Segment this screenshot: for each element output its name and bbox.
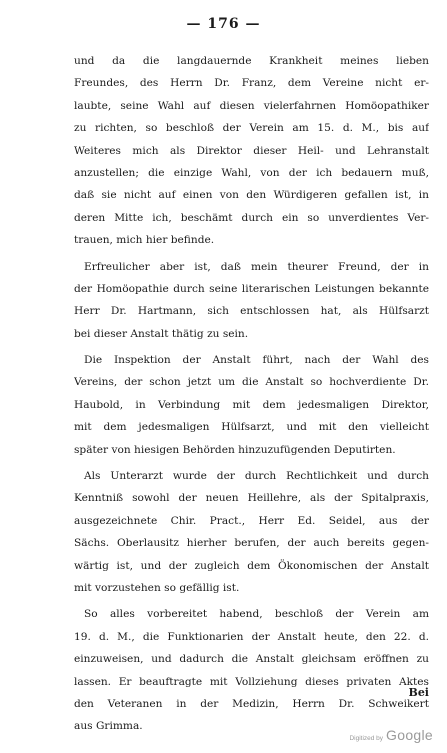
google-logo: Google [386, 727, 433, 743]
catchword: Bei [408, 686, 429, 699]
text-line: Kenntniß sowohl der neuen Heillehre, als der Spitalpraxis, [74, 492, 429, 505]
paragraph [74, 465, 429, 599]
text-line: deren Mitte ich, beschämt durch ein so unverdientes Ver- [74, 211, 429, 224]
text-line: Weiteres mich als Direktor dieser Heil- und Lehranstalt [74, 144, 429, 157]
page-number: — 176 — [186, 16, 261, 32]
text-line: Freundes, des Herrn Dr. Franz, dem Vereine nicht er- [74, 77, 429, 90]
text-line: daß sie nicht auf einen von den Würdigeren gefallen ist, in [74, 189, 429, 202]
text-line: anzustellen; die einzige Wahl, von der ich bedauern muß, [74, 166, 429, 179]
text-line: der Homöopathie durch seine literarischen Leistungen bekannte [74, 282, 429, 295]
text-line: später von hiesigen Behörden hinzuzufügenden Deputirten. [74, 443, 396, 456]
text-line: mit vorzustehen so gefällig ist. [74, 581, 240, 594]
text-line: und da die langdauernde Krankheit meines lieben [74, 55, 429, 67]
text-line: mit dem jedesmaligen Hülfsarzt, und mit den vielleicht [74, 421, 429, 434]
text-line: den Veteranen in der Medizin, Herrn Dr. Schweikert [74, 697, 429, 710]
text-line: Die Inspektion der Anstalt führt, nach der Wahl des [84, 354, 429, 367]
text-line: Als Unterarzt wurde der durch Rechtlichkeit und durch [84, 470, 429, 483]
paragraph [74, 256, 429, 346]
text-line: laubte, seine Wahl auf diesen vielerfahrnen Homöopathiker [74, 99, 429, 112]
text-line: aus Grimma. [74, 720, 143, 733]
text-line: zu richten, so beschloß der Verein am 15. d. M., bis auf [74, 122, 429, 135]
text-line: ausgezeichnete Chir. Pract., Herr Ed. Seidel, aus der [74, 514, 429, 527]
text-line: wärtig ist, und der zugleich dem Ökonomischen der Anstalt [74, 559, 429, 572]
text-line: 19. d. M., die Funktionarien der Anstalt heute, den 22. d. [74, 630, 429, 643]
watermark-prefix: Digitized by [349, 735, 384, 742]
text-line: Herr Dr. Hartmann, sich entschlossen hat, als Hülfsarzt [74, 305, 429, 318]
paragraph [74, 50, 429, 252]
text-block [74, 50, 429, 738]
text-line: Haubold, in Verbindung mit dem jedesmaligen Direktor, [74, 398, 429, 411]
text-line: Vereins, der schon jetzt um die Anstalt so hochverdiente Dr. [74, 376, 429, 389]
paragraph [74, 349, 429, 461]
text-line: So alles vorbereitet habend, beschloß der Verein am [84, 608, 429, 621]
text-line: lassen. Er beauftragte mit Vollziehung dieses privaten Aktes [74, 675, 429, 688]
text-line: einzuweisen, und dadurch die Anstalt gleichsam eröffnen zu [74, 653, 429, 666]
text-line: bei dieser Anstalt thätig zu sein. [74, 327, 249, 340]
text-line: Sächs. Oberlausitz hierher berufen, der auch bereits gegen- [74, 537, 429, 550]
text-line: Erfreulicher aber ist, daß mein theurer Freund, der in [84, 260, 429, 273]
text-line: trauen, mich hier befinde. [74, 234, 215, 247]
paragraph [74, 603, 429, 737]
google-watermark [349, 727, 433, 743]
